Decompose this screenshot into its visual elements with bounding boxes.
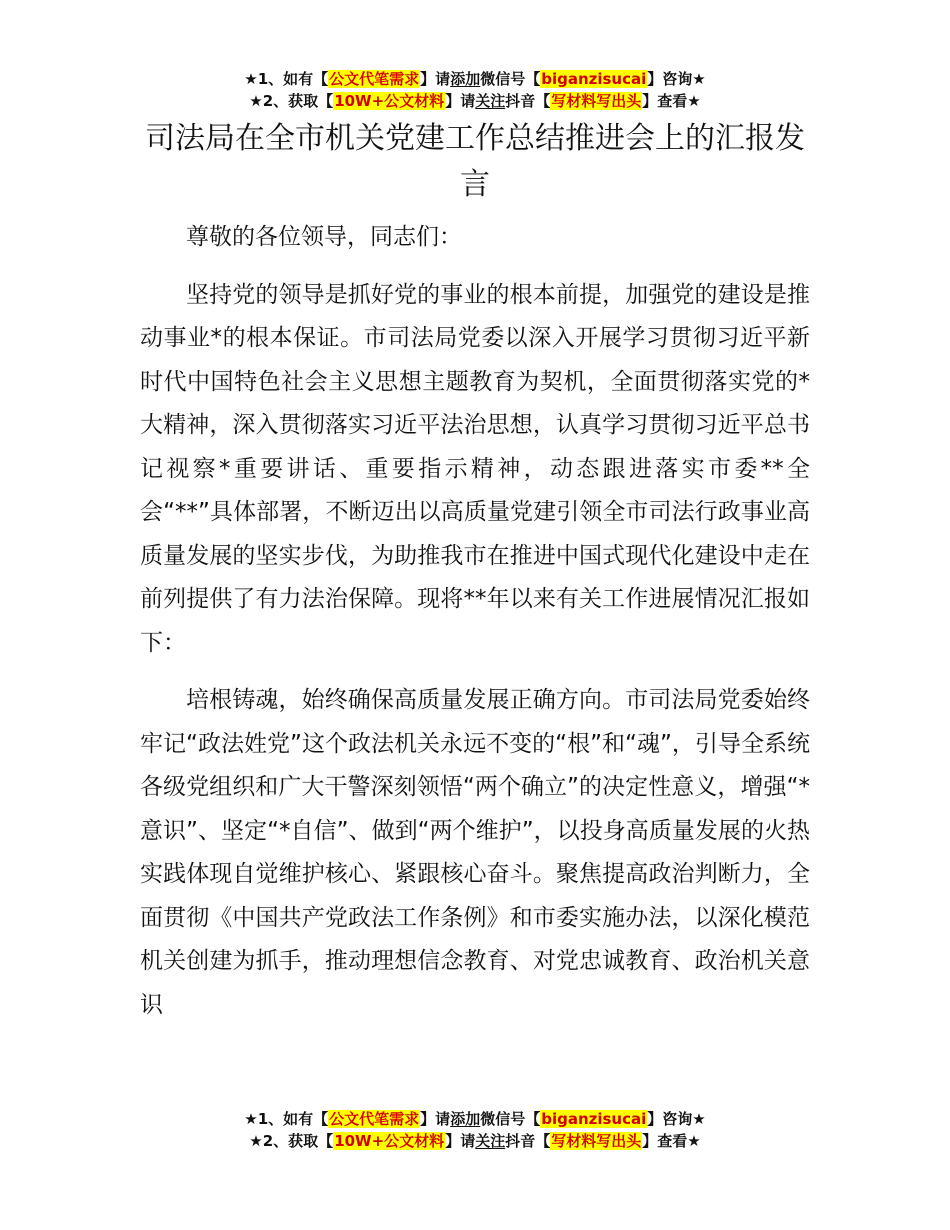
notice-emphasis: 添加: [450, 1110, 481, 1128]
notice-emphasis: 添加: [450, 70, 481, 88]
notice-text: 抖音【: [505, 1132, 551, 1150]
body-paragraph: 坚持党的领导是抓好党的事业的根本前提，加强党的建设是推动事业*的根本保证。市司法局党委以深入开展学习贯彻习近平新时代中国特色社会主义思想主题教育为契机，全面贯彻落实党的*大精神，深入贯彻落实习近平法治思想，认真学习贯彻习近平总书记视察*重要讲话、重要指示精神，动态跟进落实市委**全会“**”具体部署，不断迈出以高质量党建引领全市司法行政事业高质量发展的坚实步伐，为助推我市在推进中国式现代化建设中走在前列提供了有力法治保障。现将**年以来有关工作进展情况汇报如下：: [140, 281, 810, 656]
highlight-douyin-id: 写材料写出头: [551, 1132, 642, 1150]
notice-text: 微信号【: [480, 1110, 541, 1128]
notice-text: ★1、如有【: [244, 1110, 329, 1128]
notice-emphasis: 关注: [475, 92, 506, 110]
notice-text: 】查看★: [642, 1132, 701, 1150]
notice-line-1: [0, 68, 950, 90]
notice-text: ★1、如有【: [244, 70, 329, 88]
notice-text: 】请: [445, 92, 476, 110]
salutation: 尊敬的各位领导，同志们：: [186, 224, 462, 250]
notice-text: 】咨询★: [647, 1110, 706, 1128]
notice-text: 微信号【: [480, 70, 541, 88]
document-title: 司法局在全市机关党建工作总结推进会上的汇报发言: [145, 121, 805, 202]
notice-text: 】咨询★: [647, 70, 706, 88]
highlight-wechat-id: biganzisucai: [541, 70, 647, 88]
body-paragraph: 培根铸魂，始终确保高质量发展正确方向。市司法局党委始终牢记“政法姓党”这个政法机关永远不变的“根”和“魂”，引导全系统各级党组织和广大干警深刻领悟“两个确立”的决定性意义，增强“*意识”、坚定“*自信”、做到“两个维护”，以投身高质量发展的火热实践体现自觉维护核心、紧跟核心奋斗。聚焦提高政治判断力，全面贯彻《中国共产党政法工作条例》和市委实施办法，以深化模范机关创建为抓手，推动理想信念教育、对党忠诚教育、政治机关意识: [140, 687, 810, 1018]
highlight-douyin-id: 写材料写出头: [551, 92, 642, 110]
notice-line-2: [0, 1130, 950, 1152]
highlight-service: 公文代笔需求: [329, 1110, 420, 1128]
notice-text: 】查看★: [642, 92, 701, 110]
footer-notice: [0, 1108, 950, 1152]
notice-line-2: [0, 90, 950, 112]
notice-text: 】请: [445, 1132, 476, 1150]
notice-emphasis: 关注: [475, 1132, 506, 1150]
document-body: [140, 216, 810, 1041]
notice-text: 】请: [420, 1110, 451, 1128]
notice-line-1: [0, 1108, 950, 1130]
highlight-service: 公文代笔需求: [329, 70, 420, 88]
highlight-wechat-id: biganzisucai: [541, 1110, 647, 1128]
notice-text: 抖音【: [505, 92, 551, 110]
highlight-materials: 10W+公文材料: [334, 92, 445, 110]
notice-text: ★2、获取【: [249, 1132, 334, 1150]
notice-text: 】请: [420, 70, 451, 88]
header-notice: [0, 68, 950, 112]
notice-text: ★2、获取【: [249, 92, 334, 110]
highlight-materials: 10W+公文材料: [334, 1132, 445, 1150]
